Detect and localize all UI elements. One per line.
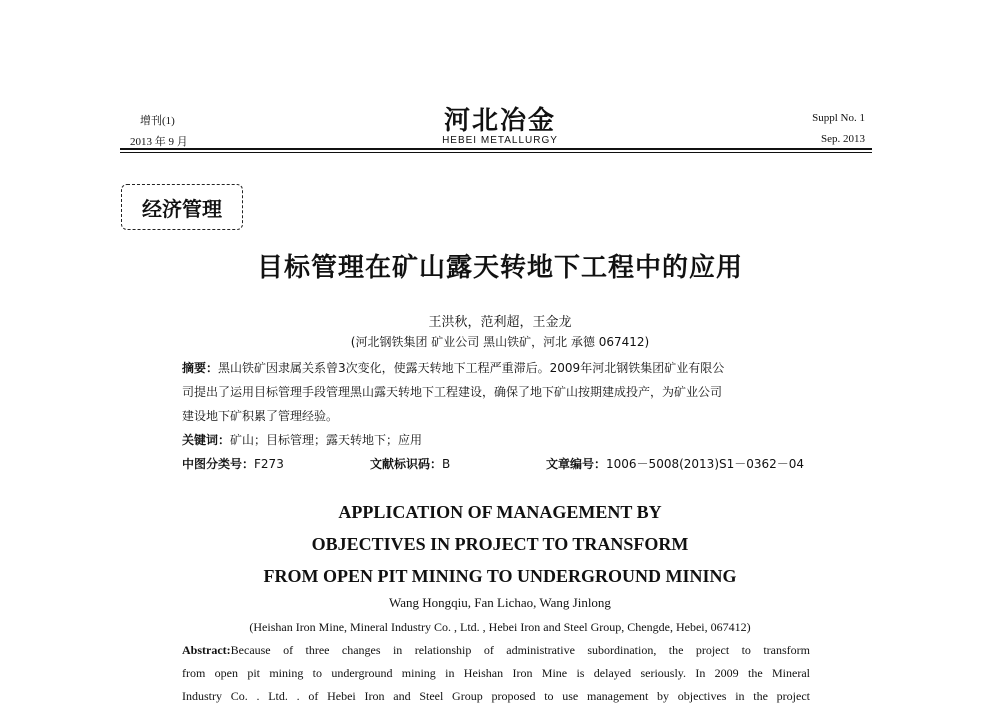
abstract-cn-text: 司提出了运用目标管理手段管理黑山露天转地下工程建设，确保了地下矿山按期建成投产，为矿业公司 [182,385,723,399]
article-number [546,455,804,472]
abstract-cn-text: 黑山铁矿因隶属关系曾3次变化，使露天转地下工程严重滞后。2009年河北钢铁集团矿业有限公 [218,361,725,375]
journal-title-cn: 河北冶金 [443,106,556,136]
abstract-en-text: Industry Co. . Ltd. . of Hebei Iron and Steel Group proposed to use management by objectives in the project [182,689,810,703]
header-rule-bottom [120,152,872,153]
article-title-cn: 目标管理在矿山露天转地下工程中的应用 [256,253,743,283]
abstract-en-label: Abstract: [182,643,231,657]
doc-code-label: 文献标识码： [370,457,443,471]
authors-en: Wang Hongqiu, Fan Lichao, Wang Jinlong [389,595,611,610]
article-no-value: 1006－5008(2013)S1－0362－04 [606,457,805,471]
affiliation-en: (Heishan Iron Mine, Mineral Industry Co. , Ltd. , Hebei Iron and Steel Group, Chengde, Hebei, 067412) [249,620,751,634]
doc-code-value: B [442,457,451,471]
abstract-en-text: Because of three changes in relationship of administrative subordination, the project to transform [230,643,810,657]
keywords-cn-label: 关键词： [182,433,231,447]
supplement-en: Suppl No. 1 [812,112,865,124]
clc-value: F273 [254,457,284,471]
article-title-en-line: FROM OPEN PIT MINING TO UNDERGROUND MINING [263,566,737,586]
keywords-cn [182,431,422,448]
section-label: 经济管理 [121,184,243,230]
article-title-en-line: APPLICATION OF MANAGEMENT BY [338,502,662,522]
date-en: Sep. 2013 [821,133,865,145]
document-code [370,455,450,472]
clc-number [182,455,284,472]
header-rule-top [120,148,872,150]
keywords-cn-value: 矿山；目标管理；露天转地下；应用 [230,433,423,447]
abstract-cn-label: 摘要： [182,361,219,375]
affiliation-cn: (河北钢铁集团 矿业公司 黑山铁矿，河北 承德 067412) [350,335,650,349]
clc-label: 中图分类号： [182,457,255,471]
journal-title-en: HEBEI METALLURGY [442,135,558,146]
abstract-en-line [182,643,810,658]
abstract-cn-text: 建设地下矿积累了管理经验。 [182,409,339,423]
article-no-label: 文章编号： [546,457,607,471]
article-title-en-line: OBJECTIVES IN PROJECT TO TRANSFORM [311,534,689,554]
abstract-cn-line [182,359,810,376]
authors-cn: 王洪秋，范利超，王金龙 [428,315,572,330]
date-cn: 2013 年 9 月 [130,136,188,148]
abstract-en-text: from open pit mining to underground mining in Heishan Iron Mine is delayed seriously. In 2009 the Mineral [182,666,810,680]
supplement-cn: 增刊(1) [140,115,175,127]
